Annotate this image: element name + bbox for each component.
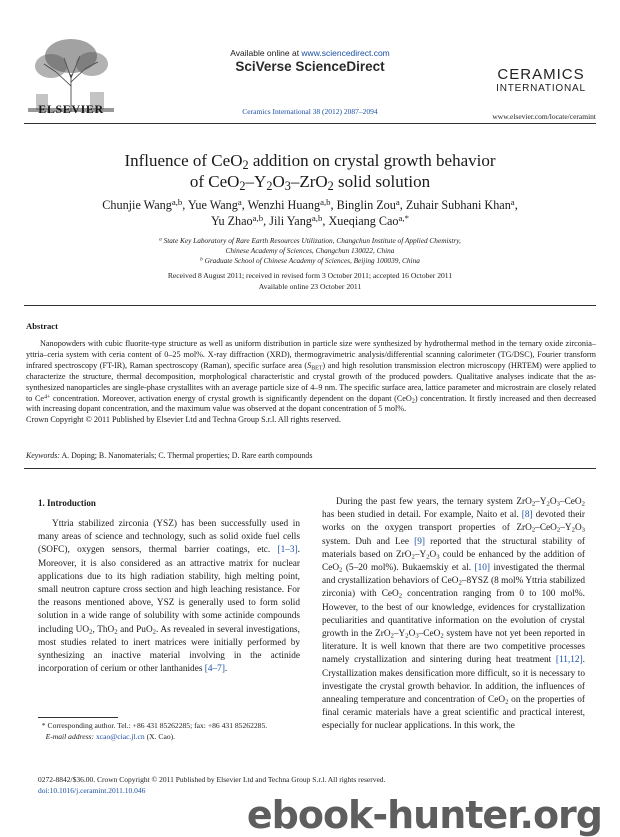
citation-link[interactable]: [10] bbox=[474, 563, 491, 574]
email-link[interactable]: xcao@ciac.jl.cn bbox=[95, 731, 145, 741]
journal-name-sub: INTERNATIONAL bbox=[496, 83, 586, 94]
journal-citation[interactable]: Ceramics International 38 (2012) 2087–2094 bbox=[242, 107, 378, 116]
left-column-text: Yttria stabilized zirconia (YSZ) has been successfully used in many areas of science and technology, such as solid oxide fuel cells (SOFC), oxygen sensors, thermal barrier coatings, etc. [1–3]. Moreover, it is also considered as an attractive matrix for nuclear applications due to its high radiation stability, high melting point, small neutron capture cross section and high leaching resistance. For the reasons mentioned above, YSZ is generally used to form solid solution in a wide range of solubility with some actinide compounds including $UO_2$, ThO$_2$ and PuO$_2$. As revealed in several investigations, most studies related to inert matrices were initially performed by synthesizing an inactive material involving in the actinide incorporation of cerium or other lanthanides [4–7]. bbox=[38, 519, 300, 675]
journal-url[interactable]: www.elsevier.com/locate/ceramint bbox=[492, 112, 596, 121]
sciencedirect-link[interactable]: www.sciencedirect.com bbox=[301, 48, 390, 58]
citation-link[interactable]: [1–3] bbox=[277, 545, 298, 556]
keywords bbox=[26, 451, 596, 460]
section-heading: 1. Introduction bbox=[38, 498, 96, 508]
right-column-text: During the past few years, the ternary system $ZrO_2-Y_2O_3-CeO_2$ has been studied in detail. For example, Naito et al. [8] devoted their works on the oxygen transport properties of $ZrO_2-CeO_2-Y_2O_3$ system. Duh and Lee [9] reported that the structural stability of materials based on $ZrO_2-Y_2O_3$ could be enhanced by the addition of CeO$_2$ (5–20 mol%). Bukaemskiy et al. [10] investigated the thermal and crystallization behaviors of CeO$_2$–8YSZ (8 mol% Yttria stabilized zirconia) with CeO$_2$ concentration ranging from 0 to 100 mol%. However, to the best of our knowledge, evidences for crystallization peculiarities and quantitative information on the evolution of crystal growth in the $ZrO_2-Y_2O_3-CeO_2$ system have not yet been reported in literature. It is well known that there are two competitive processes namely crystallization and sintering during heat treatment [11,12]. Crystallization makes densification more difficult, so it is necessary to investigate the crystal growth behavior. In addition, the influences of annealing temperature and concentration of CeO$_2$ on the properties of final ceramic materials have a great scientific and practical interest, especially for nuclear applications. In this work, the bbox=[322, 497, 586, 732]
watermark: ebook-hunter.org bbox=[246, 793, 602, 837]
abstract-text: Nanopowders with cubic fluorite-type structure as well as uniform distribution in particle size were synthesized by hydrothermal method in the ternary oxide zirconia–yttria–ceria system with ceria content of 0–25 mol%. X-ray diffraction (XRD), thermogravimetric analysis/differential scanning calorimeter (TG/DSC), Fourier transform infrared spectroscopy (FT-IR), Raman spectroscopy (Raman), specific surface area $(S_{BET})$ and high resolution transmission electron microscopy (HRTEM) were applied to characterize the structure, thermal decomposition, morphological characteristic and crystal growth of the produced powders. Qualitative analyses indicate that the as-synthesized nanoparticles are single-phase crystallites with an average particle size of 4–9 nm. The specific surface area, lattice parameter and microstrain are closely related to $Ce^{4+}$ concentration. Moreover, activation energy of crystal growth is significantly dependent on the dopant (CeO$_2$) concentration. It firstly increased and then decreased with increasing dopant concentration, and the maximum value was observed at the dopant concentration of 5 mol%. Crown Copyright © 2011 Published by Elsevier Ltd and Techna Group S.r.l. All rights reserved. bbox=[26, 339, 596, 425]
title-line-1: Influence of CeO$_2$ addition on crystal growth behavior bbox=[124, 151, 496, 173]
affiliations: $^a$ State Key Laboratory of Rare Earth Resources Utilization, Changchun Institute of Applied Chemistry, Chinese Academy of Sciences, Changchun 130022, China $^b$ Graduate School of Chinese Academy of Sciences, Beijing 100039, China bbox=[70, 236, 550, 266]
affiliation-a-2: Chinese Academy of Sciences, Changchun 130022, China bbox=[225, 246, 395, 255]
citation-link[interactable]: [9] bbox=[414, 536, 425, 547]
abstract-divider-bottom bbox=[24, 468, 596, 469]
available-online: Available online at www.sciencedirect.com bbox=[230, 48, 390, 58]
doi-link[interactable]: doi:10.1016/j.ceramint.2011.10.046 bbox=[38, 785, 146, 795]
copyright-line: Crown Copyright © 2011 Published by Elsevier Ltd and Techna Group S.r.l. All rights reserved. bbox=[26, 415, 341, 425]
keywords-label: Keywords: bbox=[26, 451, 60, 460]
available-online-date: Available online 23 October 2011 bbox=[258, 281, 362, 291]
article-title bbox=[60, 150, 560, 192]
email-suffix: (X. Cao). bbox=[146, 731, 176, 741]
publisher-name: ELSEVIER bbox=[38, 102, 104, 116]
citation-link[interactable]: [4–7] bbox=[204, 664, 225, 675]
corresponding-author: Corresponding author. Tel.: +86 431 85262285; fax: +86 431 85262285. bbox=[47, 721, 268, 730]
citation-link[interactable]: [11,12] bbox=[555, 655, 583, 666]
title-line-2: of $CeO_2-Y_2O_3-ZrO_2$ solid solution bbox=[189, 172, 431, 194]
issn-line: 0272-8842/$36.00. Crown Copyright © 2011 Published by Elsevier Ltd and Techna Group S.r.l. All rights reserved. bbox=[38, 775, 386, 784]
corresponding-author-footnote: * Corresponding author. Tel.: +86 431 85262285; fax: +86 431 85262285. E-mail address: xcao@ciac.jl.cn (X. Cao). bbox=[38, 721, 268, 741]
citation-link[interactable]: [8] bbox=[521, 510, 533, 521]
abstract-divider-top bbox=[24, 305, 596, 306]
author-list bbox=[60, 197, 560, 229]
platform-name: SciVerse ScienceDirect bbox=[235, 59, 385, 74]
header-divider bbox=[24, 123, 596, 124]
affiliation-a: State Key Laboratory of Rare Earth Resources Utilization, Changchun Institute of Applied Chemistry, bbox=[163, 236, 461, 245]
abstract-heading: Abstract bbox=[26, 321, 58, 331]
keywords-list: A. Doping; B. Nanomaterials; C. Thermal properties; D. Rare earth compounds bbox=[61, 451, 313, 460]
journal-name: CERAMICS bbox=[497, 66, 585, 83]
email-label: E-mail address: bbox=[45, 731, 95, 741]
affiliation-b: Graduate School of Chinese Academy of Sciences, Beijing 100039, China bbox=[204, 256, 420, 265]
article-dates bbox=[60, 271, 560, 292]
received-dates: Received 8 August 2011; received in revised form 3 October 2011; accepted 16 October 2011 bbox=[167, 271, 453, 280]
authors-line-1: Chunjie Wang$^{a,b}$, Yue Wang$^a$, Wenzhi Huang$^{a,b}$, Binglin Zou$^a$, Zuhair Subhani Khan$^a$, bbox=[102, 197, 518, 212]
footnote-divider bbox=[38, 717, 118, 718]
authors-line-2: Yu Zhao$^{a,b}$, Jili Yang$^{a,b}$, Xueqiang Cao$^{a,*}$ bbox=[211, 213, 409, 228]
